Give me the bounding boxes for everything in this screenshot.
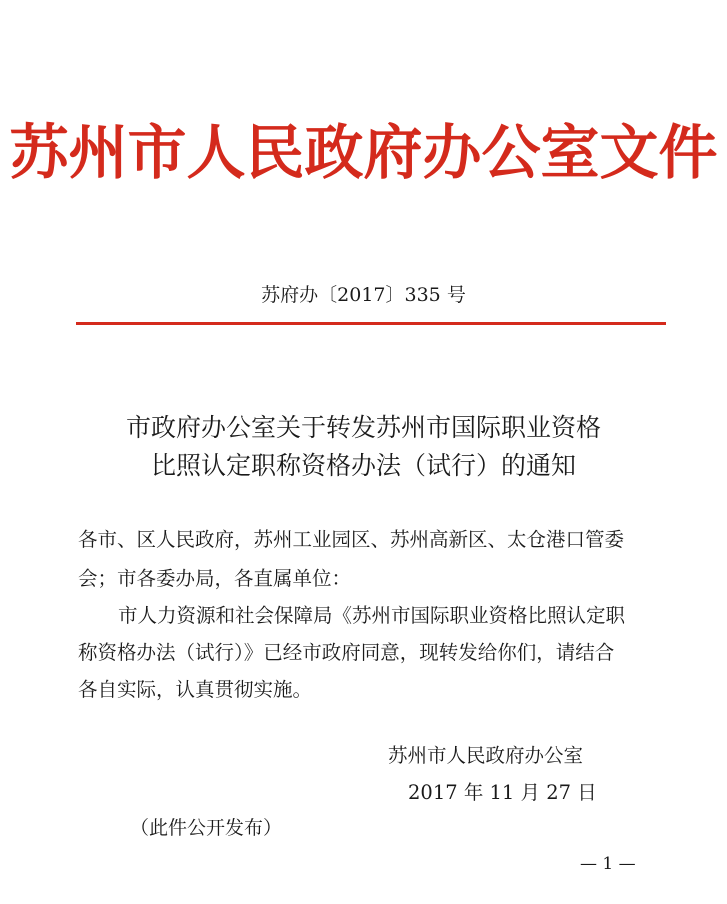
paragraph-line-3: 各自实际，认真贯彻实施。 — [78, 678, 313, 701]
signing-date: 2017 年 11 月 27 日 — [408, 781, 597, 804]
paragraph-line-2: 称资格办法（试行）》已经市政府同意，现转发给你们，请结合 — [78, 641, 615, 664]
page-number: — 1 — — [580, 854, 636, 874]
document-number: 苏府办〔2017〕335 号 — [261, 284, 466, 306]
issuer-title: 苏州市人民政府办公室文件 — [9, 118, 718, 187]
document-title-line-1: 市政府办公室关于转发苏州市国际职业资格 — [125, 413, 601, 442]
signing-office: 苏州市人民政府办公室 — [388, 744, 584, 767]
addressee-line-2: 会；市各委办局，各直属单位： — [78, 567, 352, 590]
document-title-line-2: 比照认定职称资格办法（试行）的通知 — [150, 451, 576, 480]
addressee-line-1: 各市、区人民政府，苏州工业园区、苏州高新区、太仓港口管委 — [78, 528, 625, 551]
red-divider-line — [76, 322, 666, 325]
paragraph-line-1: 市人力资源和社会保障局《苏州市国际职业资格比照认定职 — [118, 604, 626, 627]
publication-note: （此件公开发布） — [130, 817, 283, 839]
